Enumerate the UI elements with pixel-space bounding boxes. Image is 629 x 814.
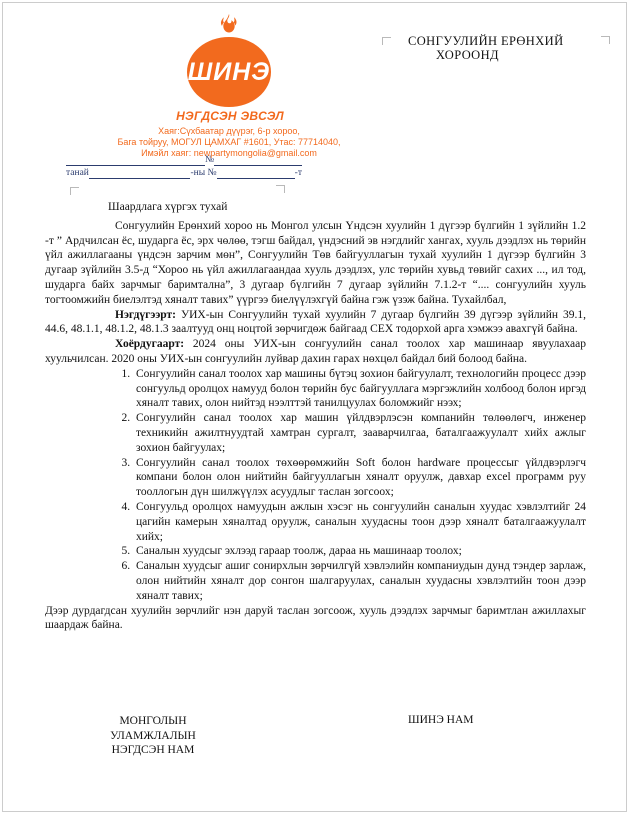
your-label: танай — [66, 168, 89, 178]
paragraph-3-lead: Хоёрдугаарт: — [115, 338, 185, 351]
list-item: 6. Саналын хуудсыг ашиг сонирхлын зөрчилгүй хэвлэлийн компаниудын дунд тэндер зарлаж, олон нийтийн хяналт дор сонгон шалгаруулах, саналын хуудасны хэвлэлтийн тоон дээр хяналт тавих; — [133, 559, 586, 603]
recipient-line-1: СОНГУУЛИЙН ЕРӨНХИЙ — [408, 34, 564, 48]
address-line-1: Хаяг:Сүхбаатар дүүрэг, 6-р хороо, — [158, 126, 300, 136]
list-item: 1. Сонгуулийн санал тоолох хар машины бүтэц зохион байгуулалт, технологийн процесс дээр сонгуульд оролцох намууд болон төрийн бус байгууллага мэргэжлийн холбоод болон иргэд хяналт тавих, олон нийтэд нээлттэй танилцуулах боломжийг нээх; — [133, 367, 586, 411]
blank-line — [214, 156, 302, 166]
recipient-block — [408, 34, 588, 62]
list-item: 3. Сонгуулийн санал тоолох төхөөрөмжийн Soft болон hardware процессыг үйлдвэрлэгч компани болон олон нийтийн байгууллагын хяналт оруулж, давхар excel программ руу тооллогын дүн шилжүүлэх асуудлыг таслан зогсоох; — [133, 456, 586, 500]
paragraph-3 — [45, 337, 586, 367]
paragraph-2-lead: Нэгдүгээрт: — [115, 308, 177, 321]
address-line-3: Имэйл хаяг: newpartymongolia@gmail.com — [141, 147, 317, 158]
letter-body — [45, 200, 586, 633]
paragraph-1: Сонгуулийн Ерөнхий хороо нь Монгол улсын Үндсэн хуулийн 1 дүгээр бүлгийн 1 зүйлийн 1.2 -т ” Ардчилсан ёс, шударга ёс, эрх чөлөө, тэгш байдал, үндэсний эв нэгдлийг хангах, хууль дээдлэх нь төрийн үйл ажиллагааны үндсэн зарчим мөн”, Сонгуулийн Төв байгууллагын тухай хуулийн 1 дүгээр бүлгийн 3 дугаар зүйлийн 3.5-д “Хороо нь үйл ажиллагаандаа хууль дээдлэх, улс төрийн хувьд төвийг сахих ..., ил тод, шударга байх зарчмыг баримтална”, 3 дугаар бүлгийн 7 дугаар зүйлийн 7.1.2-т “.... сонгуулийн хууль тогтоомжийн биелэлтэд хяналт тавих” үүргээ биелүүлэхгүй байна гэж үзэж байна. Тухайлбал, — [45, 219, 586, 306]
signature-left-line-2: НЭГДСЭН НАМ — [111, 744, 195, 756]
list-item: 4. Сонгуульд оролцох намуудын ажлын хэсэг нь сонгуулийн саналын хуудас хэвлэлтийг 24 цагийн камерын хяналтад оруулж, саналын хуудасны тоон дээр хяналт баталгаажуулалт хийх; — [133, 500, 586, 544]
demand-list — [45, 367, 586, 604]
blank-line — [89, 169, 191, 179]
reference-line-1 — [66, 154, 302, 166]
doc-title: Шаардлага хүргэх тухай — [108, 201, 228, 213]
table-corner-bracket-icon — [276, 185, 285, 193]
logo-subtitle: НЭГДСЭН ЭВСЭЛ — [176, 109, 284, 123]
flame-icon — [215, 13, 243, 37]
paragraph-3-text: 2024 оны УИХ-ын сонгуулийн санал тоолох хар машинаар явуулахаар хуульчилсан. 2020 оны УИХ-ын сонгуулийн луйвар дахин гарах нөхцөл байдал бий болоод байна. — [45, 338, 586, 365]
list-item: 5. Саналын хуудсыг эхлээд гараар тоолж, дараа нь машинаар тоолох; — [133, 544, 586, 559]
logo-title: ШИНЭ — [187, 57, 271, 86]
no-symbol: № — [204, 155, 215, 165]
paragraph-2-text: УИХ-ын Сонгуулийн тухай хуулийн 7 дугаар бүлгийн 39 дүгээр зүйлийн 39.1, 44.6, 48.1.1, 48.1.2, 48.1.3 заалтууд онц ноцтой зөрчигдөж байгаад СЕХ тодорхой арга хэмжээ авахгүй байна. — [45, 308, 586, 336]
signature-right: ШИНЭ НАМ — [408, 714, 474, 726]
table-corner-bracket-icon — [382, 37, 391, 45]
t-suffix: -т — [294, 168, 302, 178]
paragraph-2 — [45, 308, 586, 338]
signature-left — [76, 714, 230, 758]
ny-no-label: -ны № — [190, 168, 217, 178]
table-corner-bracket-icon — [601, 36, 610, 44]
closing-paragraph: Дээр дурдагдсан хуулийн зөрчлийг нэн даруй таслан зогсоож, хууль дээдлэх зарчмыг баримтлан ажиллахыг шаардаж байна. — [45, 604, 586, 632]
table-corner-bracket-icon — [70, 187, 79, 195]
blank-line — [217, 169, 295, 179]
address-line-2: Бага тойруу, МОГУЛ ЦАМХАГ #1601, Утас: 77714040, — [117, 136, 341, 147]
list-item: 2. Сонгуулийн санал тоолох хар машин үйлдвэрлэсэн компанийн төлөөлөгч, инженер техникийн ажилтнуудтай хамтран сургалт, зааварчилгаа, баталгаажуулалт хийх ажлыг зохион байгуулах; — [133, 411, 586, 455]
signature-left-line-1: МОНГОЛЫН УЛАМЖЛАЛЫН — [110, 715, 196, 742]
logo-circle — [187, 37, 271, 107]
document-page — [2, 2, 627, 812]
reference-line-2 — [66, 167, 302, 179]
reference-block — [66, 153, 302, 179]
blank-line — [66, 156, 205, 166]
recipient-line-2: ХОРООНД — [436, 48, 499, 62]
